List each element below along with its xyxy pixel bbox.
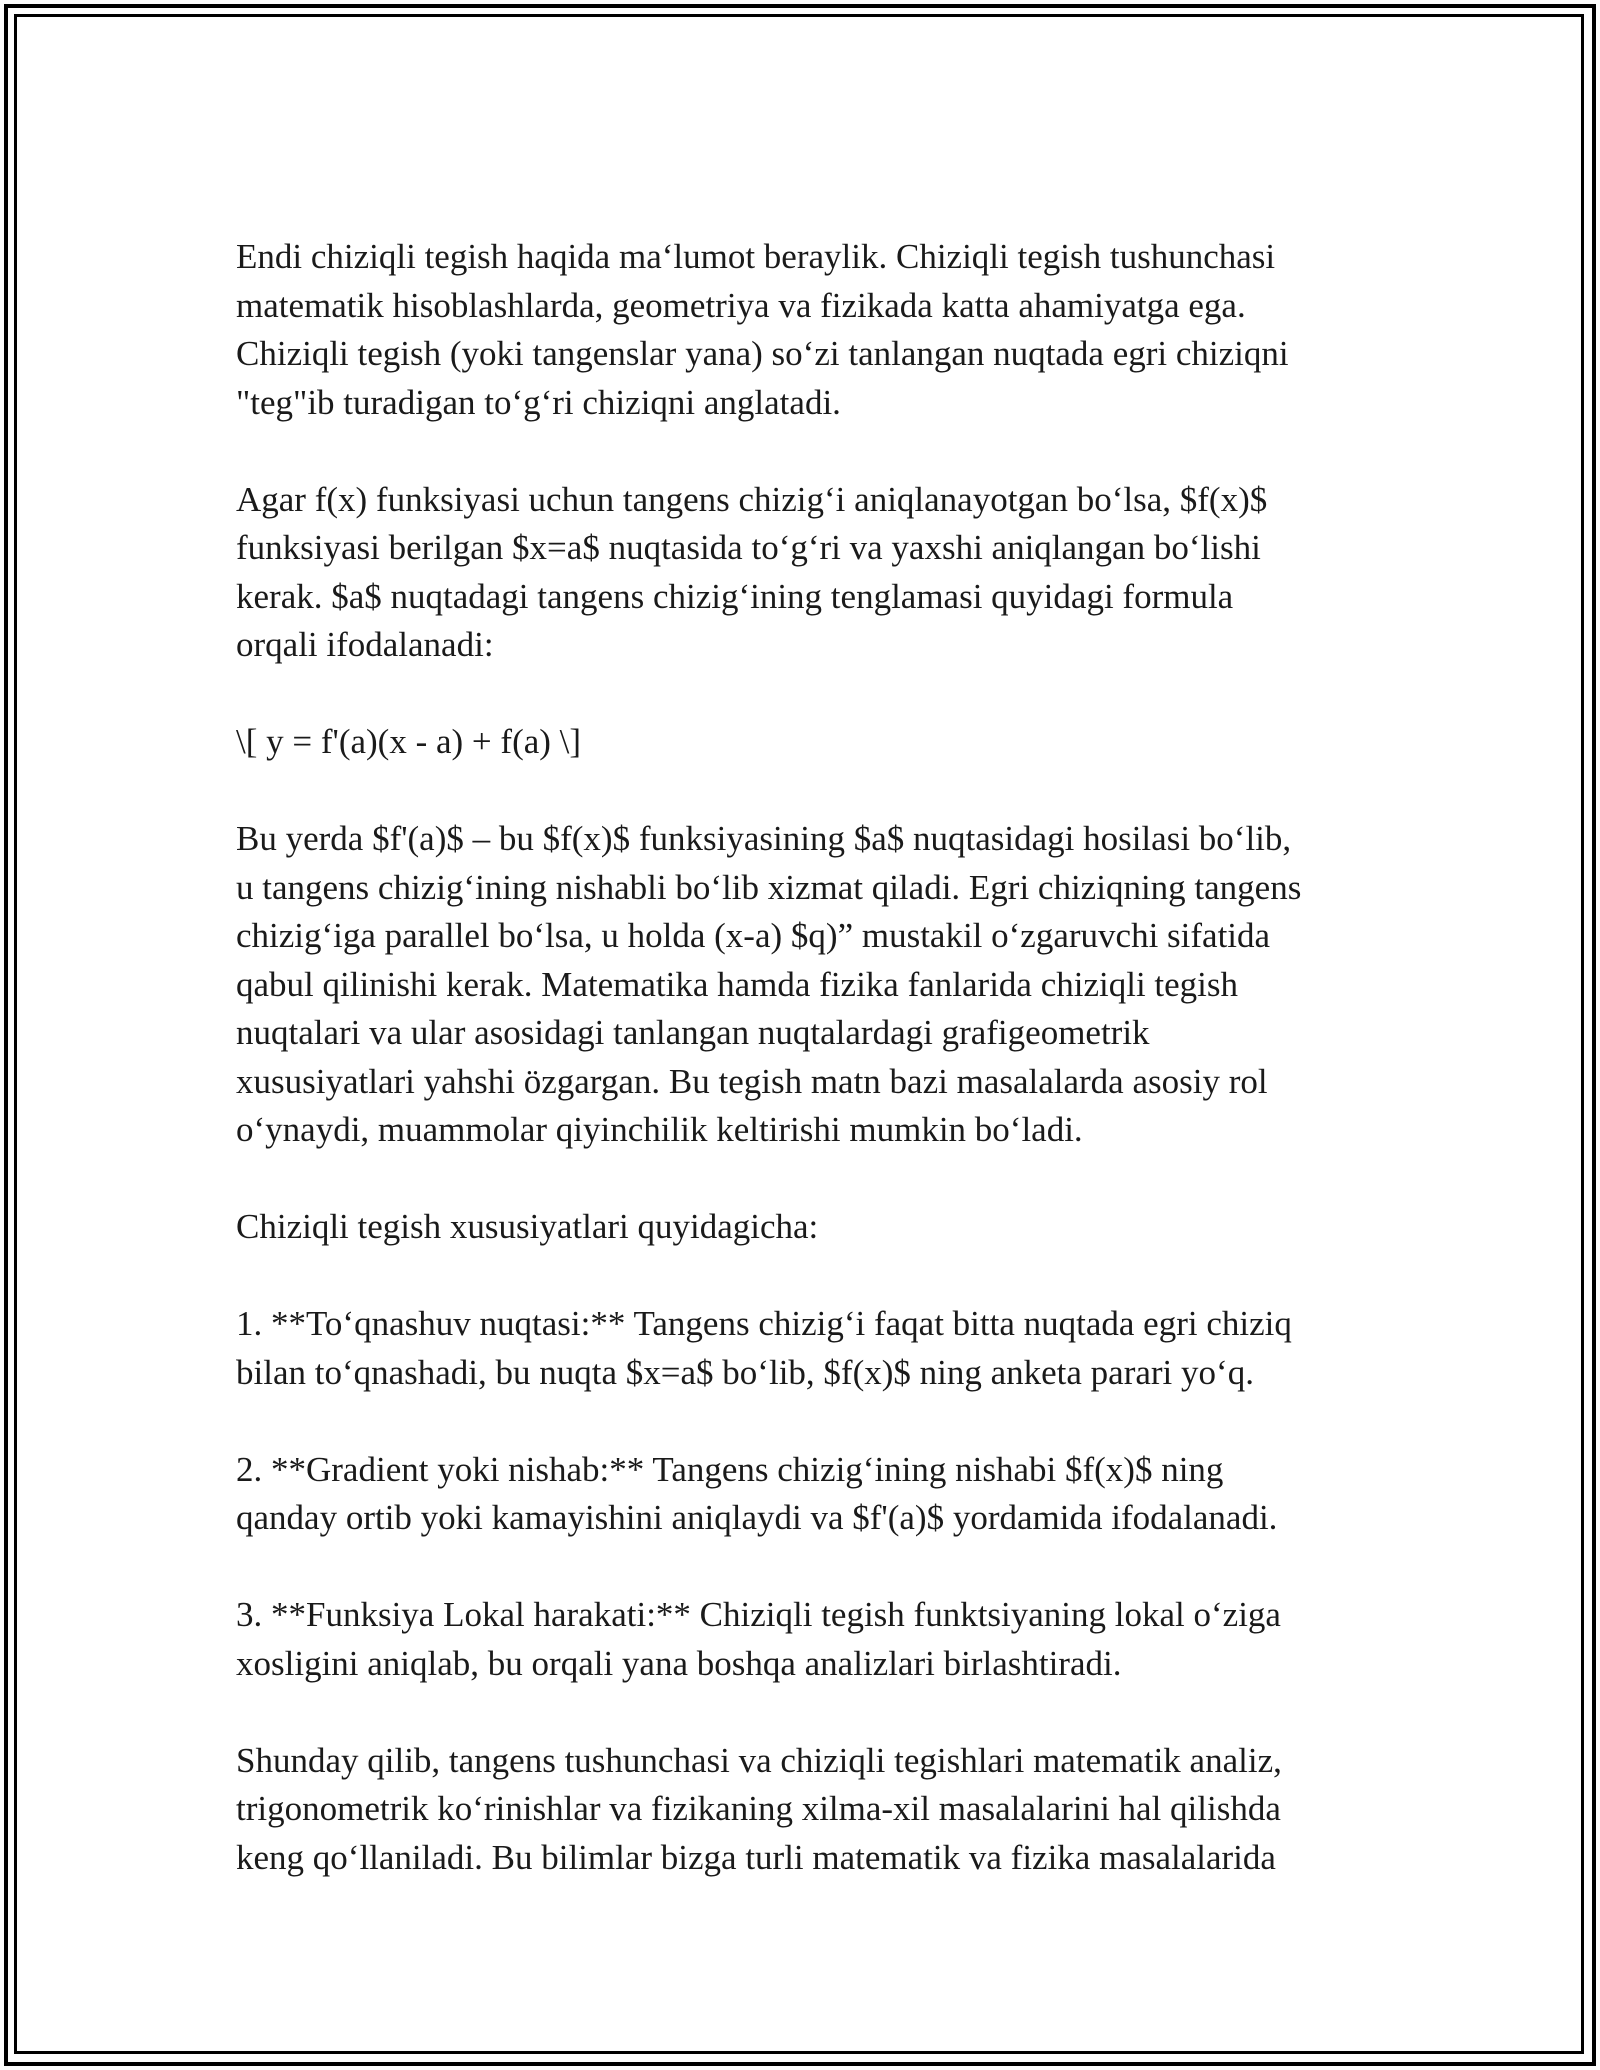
text-line: xosligini aniqlab, bu orqali yana boshqa analizlari birlashtiradi.: [236, 1643, 1122, 1683]
text-line: funksiyasi berilgan $x=a$ nuqtasida toʻgʻri va yaxshi aniqlangan boʻlishi: [236, 528, 1261, 567]
text-line: 2. **Gradient yoki nishab:** Tangens chizigʻining nishabi $f(x)$ ning: [236, 1449, 1224, 1489]
text-line: matematik hisoblashlarda, geometriya va fizikada katta ahamiyatga ega.: [236, 285, 1246, 325]
paragraph-intro: [236, 233, 1386, 427]
text-line: kerak. $a$ nuqtadagi tangens chizigʻining tenglamasi quyidagi formula: [236, 576, 1234, 616]
text-line: oʻynaydi, muammolar qiyinchilik keltirishi mumkin boʻladi.: [236, 1110, 1083, 1149]
list-item-3: [236, 1591, 1386, 1688]
text-line: Shunday qilib, tangens tushunchasi va chiziqli tegishlari matematik analiz,: [236, 1740, 1282, 1780]
paragraph-explanation: [236, 815, 1386, 1155]
text-line: keng qoʻllaniladi. Bu bilimlar bizga turli matematik va fizika masalalarida: [236, 1837, 1276, 1877]
text-line: u tangens chizigʻining nishabli boʻlib xizmat qiladi. Egri chiziqning tangens: [236, 867, 1302, 907]
text-line: Chiziqli tegish (yoki tangenslar yana) soʻzi tanlangan nuqtada egri chiziqni: [236, 334, 1289, 373]
list-item-1: [236, 1300, 1386, 1397]
text-line: "teg"ib turadigan toʻgʻri chiziqni anglatadi.: [236, 382, 841, 422]
document-body: [236, 233, 1386, 1882]
text-line: qabul qilinishi kerak. Matematika hamda fizika fanlarida chiziqli tegish: [236, 964, 1239, 1004]
paragraph-properties-heading: [236, 1203, 1386, 1252]
paragraph-conclusion: [236, 1737, 1386, 1883]
text-line: trigonometrik koʻrinishlar va fizikaning xilma-xil masalalarini hal qilishda: [236, 1789, 1281, 1828]
text-line: xususiyatlari yahshi özgargan. Bu tegish matn bazi masalalarda asosiy rol: [236, 1061, 1268, 1101]
text-line: orqali ifodalanadi:: [236, 625, 494, 664]
formula-line: \[ y = f'(a)(x - a) + f(a) \]: [236, 722, 582, 761]
text-line: Bu yerda $f'(a)$ – bu $f(x)$ funksiyasining $a$ nuqtasidagi hosilasi boʻlib,: [236, 819, 1292, 858]
paragraph-formula: [236, 718, 1386, 767]
text-line: 3. **Funksiya Lokal harakati:** Chiziqli tegish funktsiyaning lokal oʻziga: [236, 1595, 1281, 1634]
text-line: bilan toʻqnashadi, bu nuqta $x=a$ boʻlib, $f(x)$ ning anketa parari yoʻq.: [236, 1352, 1254, 1392]
text-line: qanday ortib yoki kamayishini aniqlaydi va $f'(a)$ yordamida ifodalanadi.: [236, 1498, 1278, 1537]
text-line: Endi chiziqli tegish haqida maʻlumot beraylik. Chiziqli tegish tushunchasi: [236, 237, 1276, 276]
text-line: nuqtalari va ular asosidagi tanlangan nuqtalardagi grafigeometrik: [236, 1013, 1150, 1052]
list-item-2: [236, 1446, 1386, 1543]
text-line: Agar f(x) funksiyasi uchun tangens chizigʻi aniqlanayotgan boʻlsa, $f(x)$: [236, 479, 1268, 519]
text-line: 1. **Toʻqnashuv nuqtasi:** Tangens chizigʻi faqat bitta nuqtada egri chiziq: [236, 1304, 1292, 1343]
text-line: Chiziqli tegish xususiyatlari quyidagicha:: [236, 1207, 819, 1246]
paragraph-tangent-definition: [236, 476, 1386, 670]
text-line: chizigʻiga parallel boʻlsa, u holda (x-a) $q)” mustakil oʻzgaruvchi sifatida: [236, 916, 1271, 955]
